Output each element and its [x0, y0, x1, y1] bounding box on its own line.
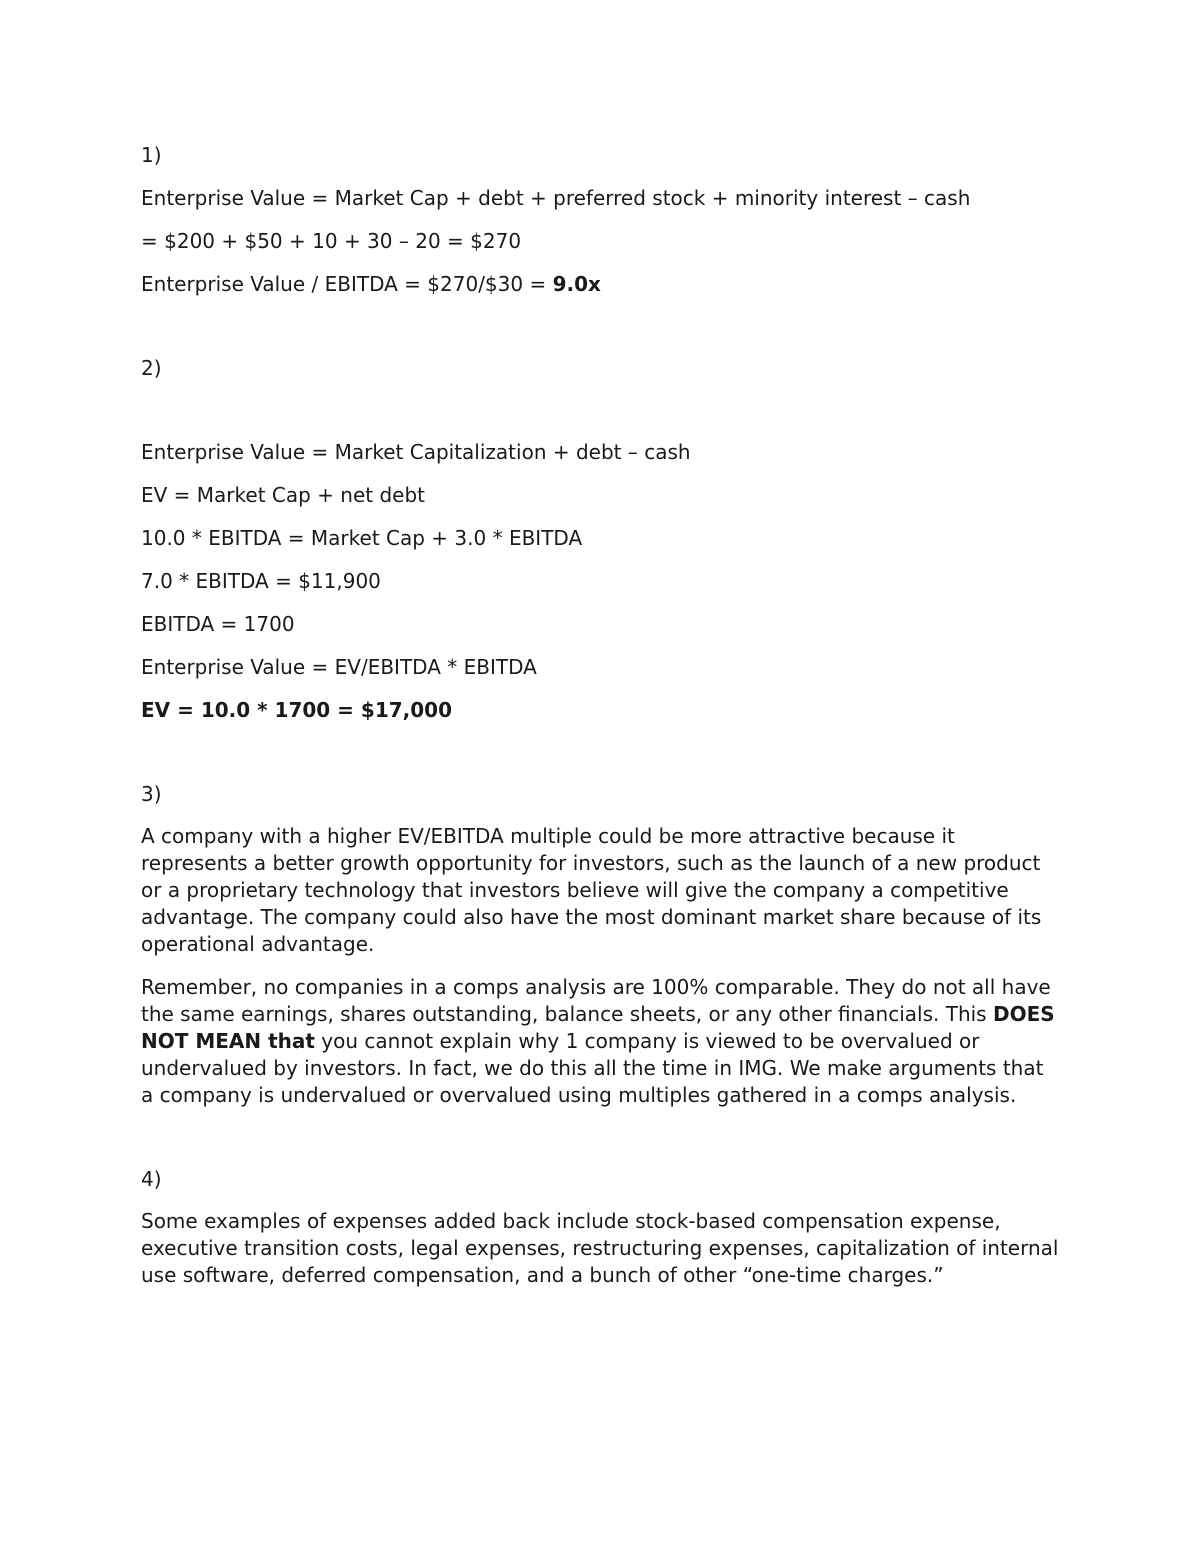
section-2-number: 2) [141, 356, 162, 380]
section-1-number: 1) [141, 143, 162, 167]
section-2-line: EV = Market Cap + net debt [141, 483, 426, 507]
section-2-result: EV = 10.0 * 1700 = $17,000 [141, 698, 452, 722]
spacer [141, 739, 1061, 780]
spacer [141, 397, 1061, 438]
section-3-paragraph-2-start: Remember, no companies in a comps analysis are 100% comparable. They do not all have the same earnings, shares outstanding, balance sheets, or any other financials. This [141, 975, 1051, 1026]
spacer [141, 313, 1061, 354]
section-2-line: 10.0 * EBITDA = Market Cap + 3.0 * EBITDA [141, 526, 583, 550]
section-1-calculation: = $200 + $50 + 10 + 30 – 20 = $270 [141, 229, 522, 253]
section-3-paragraph-2 [141, 974, 1061, 1109]
section-4-number: 4) [141, 1167, 162, 1191]
spacer [141, 1125, 1061, 1165]
document-page [141, 141, 1061, 1305]
section-3-paragraph-1: A company with a higher EV/EBITDA multiple could be more attractive because it represents a better growth opportunity for investors, such as the launch of a new product or a proprietary technology that investors believe will give the company a competitive advantage. The company could also have the most dominant market share because of its operational advantage. [141, 824, 1042, 956]
section-1-multiple [141, 270, 1061, 313]
section-2-line: Enterprise Value = EV/EBITDA * EBITDA [141, 655, 537, 679]
section-3-emphasis: DOES NOT MEAN that [141, 1002, 1055, 1053]
section-2-line: EBITDA = 1700 [141, 612, 295, 636]
section-4-paragraph-1: Some examples of expenses added back include stock-based compensation expense, executive transition costs, legal expenses, restructuring expenses, capitalization of internal use software, deferred compensation, and a bunch of other “one-time charges.” [141, 1209, 1059, 1287]
section-2-line: 7.0 * EBITDA = $11,900 [141, 569, 381, 593]
section-3-number: 3) [141, 782, 162, 806]
section-1-multiple-text: Enterprise Value / EBITDA = $270/$30 = [141, 272, 553, 296]
section-2-line: Enterprise Value = Market Capitalization + debt – cash [141, 440, 691, 464]
section-1-formula: Enterprise Value = Market Cap + debt + preferred stock + minority interest – cash [141, 186, 971, 210]
section-1-multiple-result: 9.0x [552, 272, 601, 296]
section-3-paragraph-2-end: you cannot explain why 1 company is viewed to be overvalued or undervalued by investors. In fact, we do this all the time in IMG. We make arguments that a company is undervalued or overvalued using multiples gathered in a comps analysis. [141, 1029, 1044, 1107]
